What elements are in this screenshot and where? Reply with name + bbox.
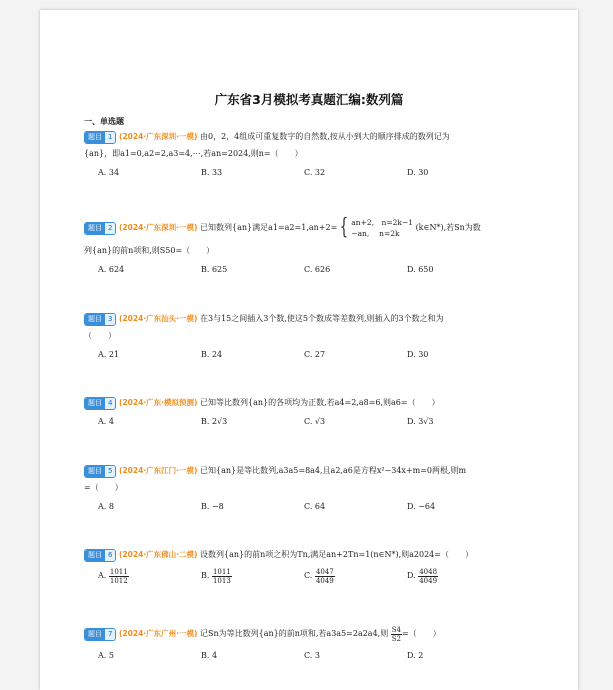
option-b[interactable]: B. 2√3 — [201, 417, 228, 426]
document-page — [40, 10, 578, 690]
option-c[interactable]: C. 64 — [304, 502, 326, 511]
option-c[interactable]: C. √3 — [304, 417, 326, 426]
option-c[interactable]: C. 27 — [304, 350, 326, 359]
option-a[interactable]: A. $\frac{1011}{1012}$ — [98, 567, 128, 585]
option-b[interactable]: B. 4 — [201, 651, 218, 660]
fraction: $\frac{S4}{S2}$ — [391, 625, 401, 643]
options — [84, 413, 554, 430]
option-d[interactable]: D. 30 — [407, 168, 429, 177]
question-source: (2024·广东深圳·一模) — [119, 223, 198, 232]
option-a[interactable]: A. 624 — [98, 265, 125, 274]
question-tag: 题目 7 — [84, 628, 116, 641]
option-a[interactable]: A. 5 — [98, 651, 114, 660]
options — [84, 346, 554, 363]
option-a[interactable]: A. 4 — [98, 417, 114, 426]
question-source: (2024·广东·模拟预测) — [119, 398, 198, 407]
question-text: 在3与15之间插入3个数,使这5个数成等差数列,则插入的3个数之和为 — [200, 314, 444, 323]
options — [84, 164, 554, 181]
question-source: (2024·广东深圳·一模) — [119, 132, 198, 141]
question-1 — [84, 128, 554, 181]
brace-icon: { — [340, 215, 349, 240]
question-source: (2024·广东佛山·二模) — [119, 550, 198, 559]
option-c[interactable]: C. 3 — [304, 651, 321, 660]
question-text: 记Sn为等比数列{an}的前n项和,若a3a5=2a2a4,则 — [200, 629, 389, 638]
question-source: (2024·广东汕头·一模) — [119, 314, 198, 323]
options — [84, 647, 554, 664]
question-text-cont: (k∈N*),若Sn为数 — [415, 223, 481, 232]
option-b[interactable]: B. 33 — [201, 168, 223, 177]
question-tag: 题目 1 — [84, 131, 116, 144]
page-title: 广东省3月模拟考真题汇编:数列篇 — [214, 92, 404, 107]
question-text-cont: 列{an}的前n项和,则S50=（ ） — [84, 246, 215, 255]
option-d[interactable]: D. 650 — [407, 265, 434, 274]
question-7 — [84, 623, 554, 664]
question-source: (2024·广东广州·一模) — [119, 629, 198, 638]
question-text-cont: =（ ） — [84, 483, 123, 492]
option-b[interactable]: B. 24 — [201, 350, 223, 359]
option-a[interactable]: A. 8 — [98, 502, 114, 511]
option-d[interactable]: D. 2 — [407, 651, 424, 660]
question-source: (2024·广东江门·一模) — [119, 466, 198, 475]
question-6 — [84, 546, 554, 591]
options — [84, 567, 554, 591]
options — [84, 261, 554, 278]
question-text: 已知数列{an}满足a1=a2=1,an+2= — [200, 223, 338, 232]
question-tag: 题目 6 — [84, 549, 116, 562]
option-b[interactable]: B. 625 — [201, 265, 228, 274]
option-d[interactable]: D. 30 — [407, 350, 429, 359]
option-d[interactable]: D. −64 — [407, 502, 436, 511]
option-d[interactable]: D. 3√3 — [407, 417, 434, 426]
question-tag: 题目 2 — [84, 222, 116, 235]
question-text: 已知{an}是等比数列,a3a5=8a4,且a2,a6是方程x²−34x+m=0两根,则m — [200, 466, 467, 475]
option-b[interactable]: B. $\frac{1011}{1013}$ — [201, 567, 231, 585]
option-c[interactable]: C. 626 — [304, 265, 331, 274]
piecewise: an+2, n=2k−1 −an, n=2k — [351, 218, 414, 238]
question-text: 设数列{an}的前n项之积为Tn,满足an+2Tn=1(n∈N*),则a2024=（ ） — [200, 550, 473, 559]
option-d[interactable]: D. $\frac{4048}{4049}$ — [407, 567, 438, 585]
section-heading: 一、单选题 — [84, 117, 124, 126]
option-c[interactable]: C. $\frac{4047}{4049}$ — [304, 567, 334, 585]
question-5 — [84, 462, 554, 515]
question-2 — [84, 214, 554, 278]
question-text-cont: {an}，即a1=0,a2=2,a3=4,⋯,若an=2024,则n=（ ） — [84, 149, 303, 158]
question-tag: 题目 4 — [84, 397, 116, 410]
option-c[interactable]: C. 32 — [304, 168, 326, 177]
question-text-cont: （ ） — [84, 331, 116, 340]
option-b[interactable]: B. −8 — [201, 502, 224, 511]
question-4 — [84, 394, 554, 430]
question-text: 已知等比数列{an}的各项均为正数,若a4=2,a8=6,则a6=（ ） — [200, 398, 440, 407]
question-tag: 题目 3 — [84, 313, 116, 326]
question-3 — [84, 310, 554, 363]
option-a[interactable]: A. 21 — [98, 350, 120, 359]
options — [84, 498, 554, 515]
question-text: 由0，2，4组成可重复数字的自然数,按从小到大的顺序排成的数列记为 — [200, 132, 450, 141]
question-text-cont: =（ ） — [402, 629, 441, 638]
option-a[interactable]: A. 34 — [98, 168, 120, 177]
question-tag: 题目 5 — [84, 465, 116, 478]
